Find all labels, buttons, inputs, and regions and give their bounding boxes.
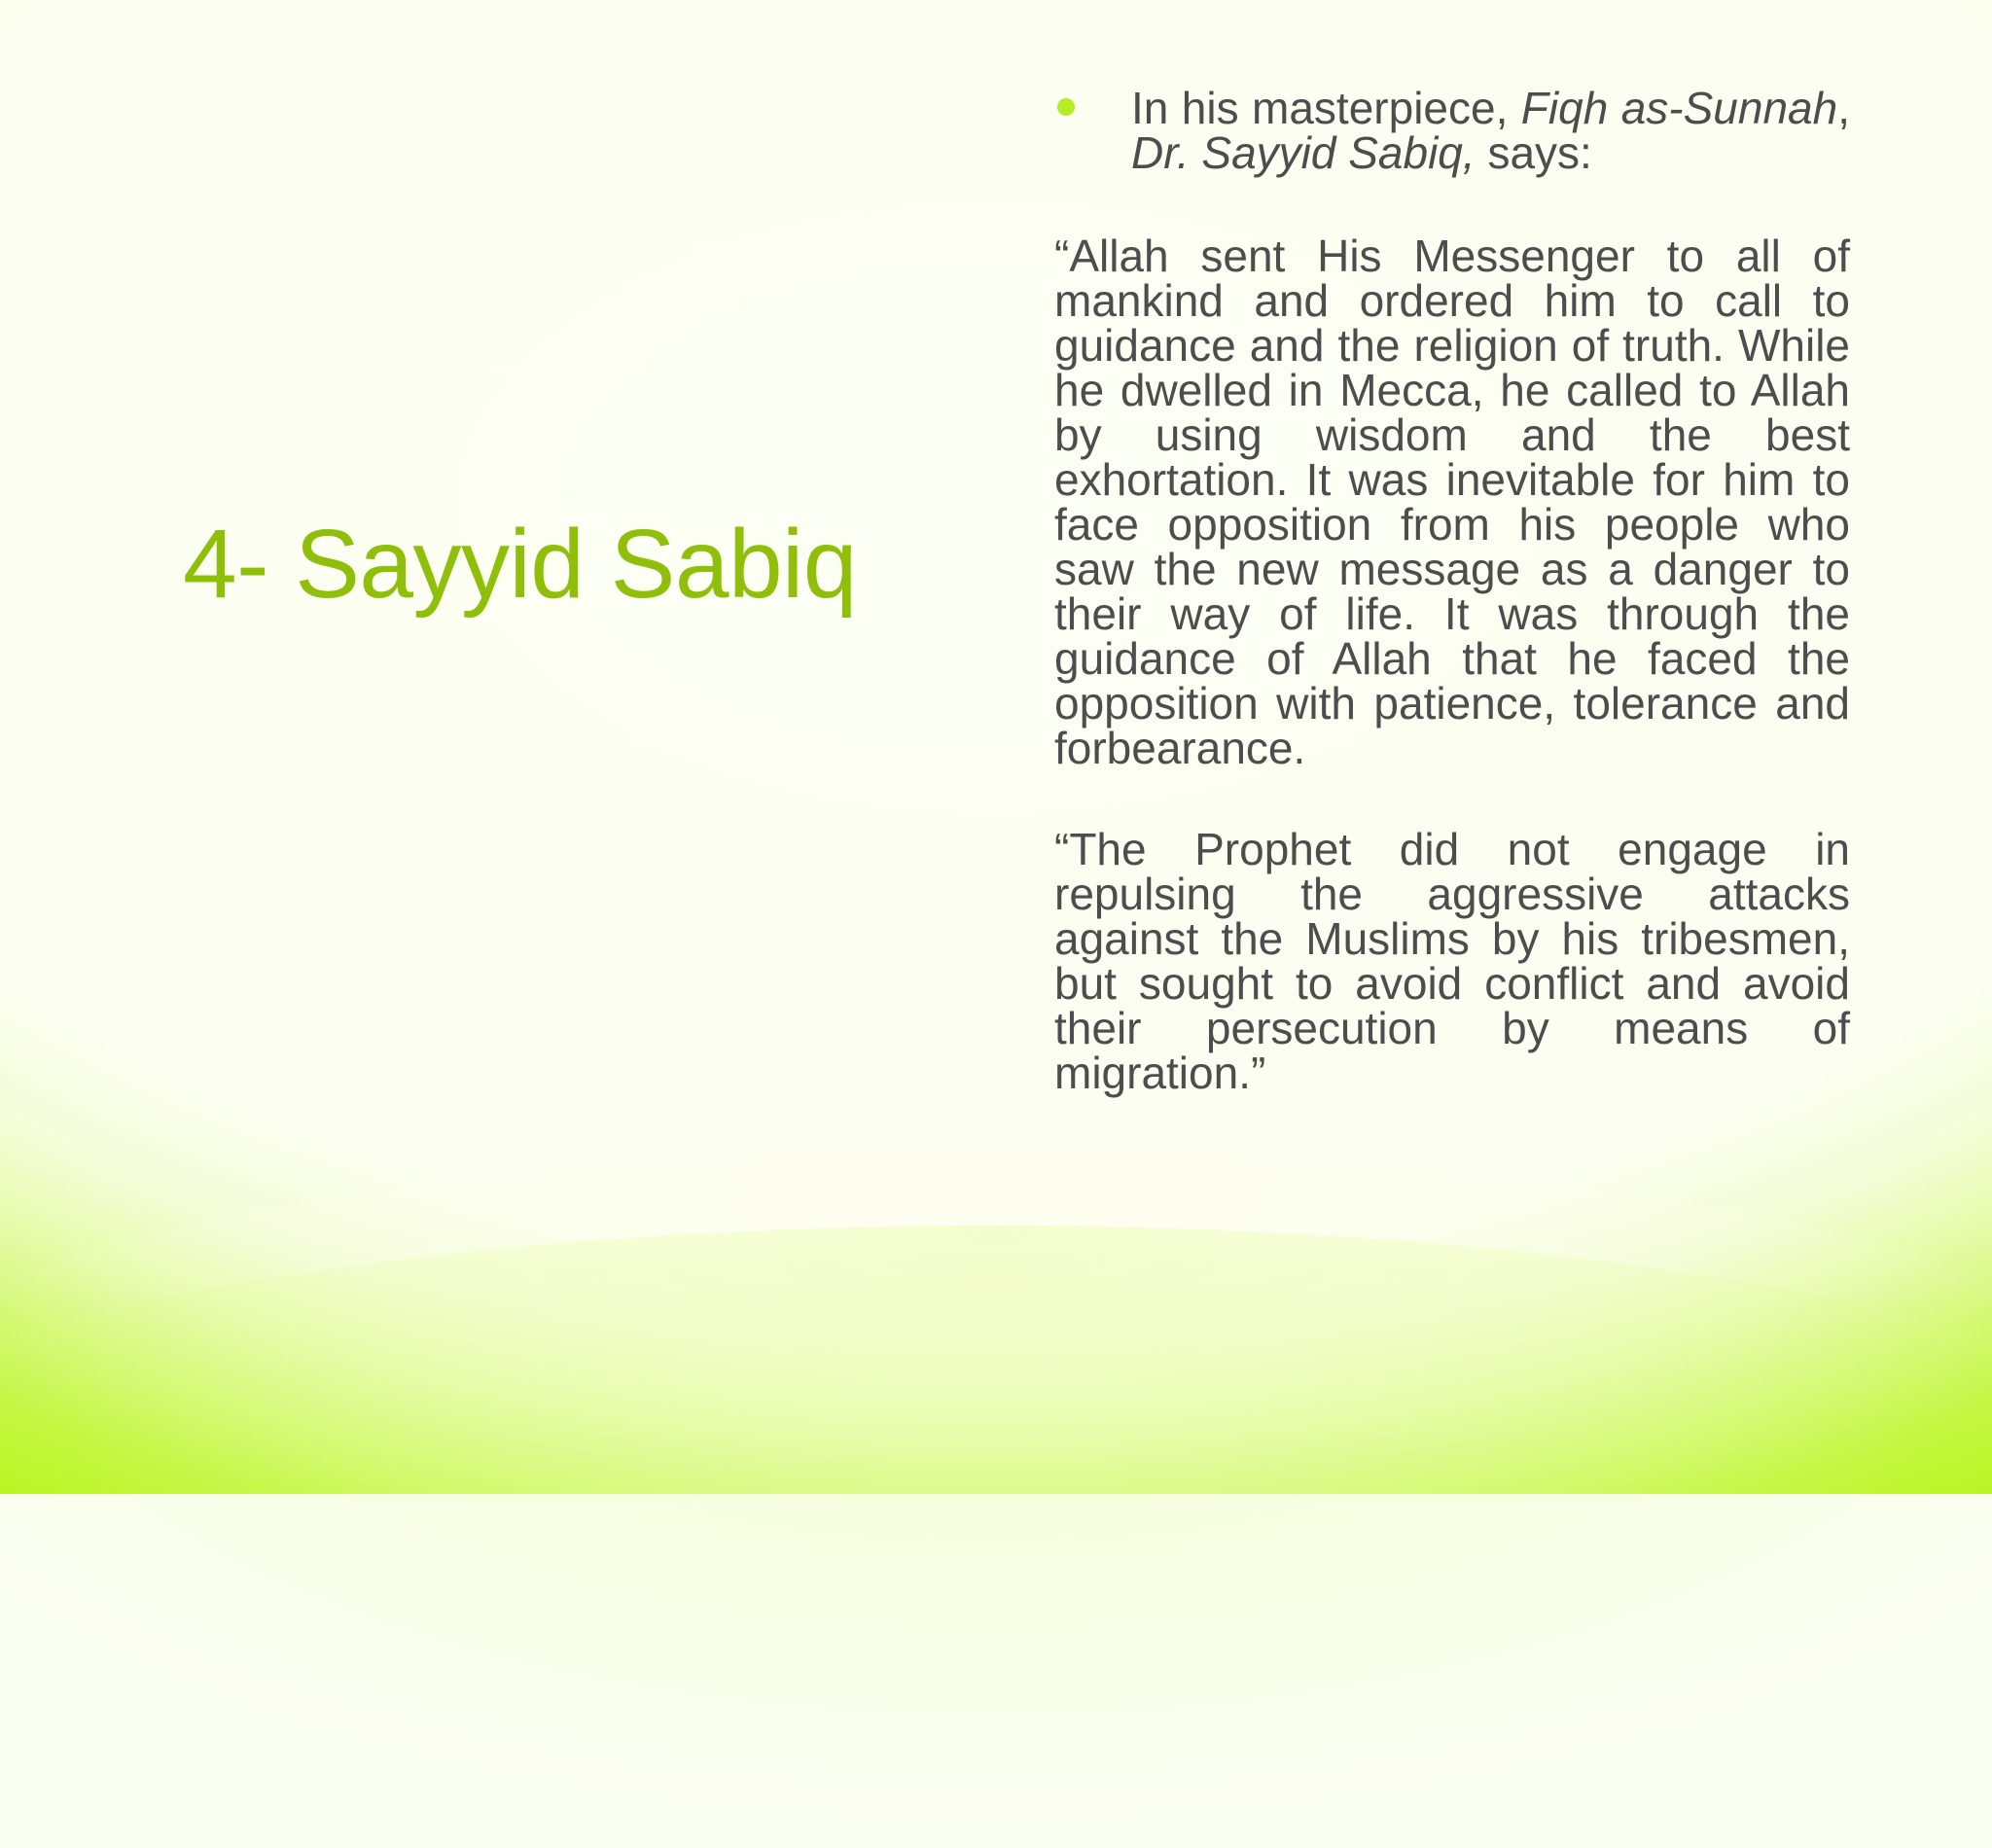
book-title: Fiqh as-Sunnah: [1520, 83, 1838, 133]
bullet-suffix: says:: [1475, 127, 1592, 178]
bullet-item: [1054, 83, 1850, 178]
slide-title: 4- Sayyid Sabiq: [183, 510, 857, 619]
bullet-prefix: In his masterpiece,: [1131, 83, 1521, 133]
quote-paragraph-2: “The Prophet did not engage in repulsing the aggressive attacks against the Muslims by his tribesmen, but sought to avoid conflict and avoid their persecution by means of migration.”: [1054, 824, 1850, 1098]
bullet-separator: ,: [1837, 83, 1850, 133]
bullet-text: [1131, 83, 1850, 178]
author-name: Dr. Sayyid Sabiq,: [1131, 127, 1476, 178]
content-box: [1054, 83, 1850, 1098]
bullet-dot-icon: [1057, 98, 1075, 116]
quote-paragraph-1: “Allah sent His Messenger to all of mankind and ordered him to call to guidance and the religion of truth. While he dwelled in Mecca, he called to Allah by using wisdom and the best exhortation. It was inevitable for him to face opposition from his people who saw the new message as a danger to their way of life. It was through the guidance of Allah that he faced the opposition with patience, tolerance and forbearance.: [1054, 231, 1850, 773]
